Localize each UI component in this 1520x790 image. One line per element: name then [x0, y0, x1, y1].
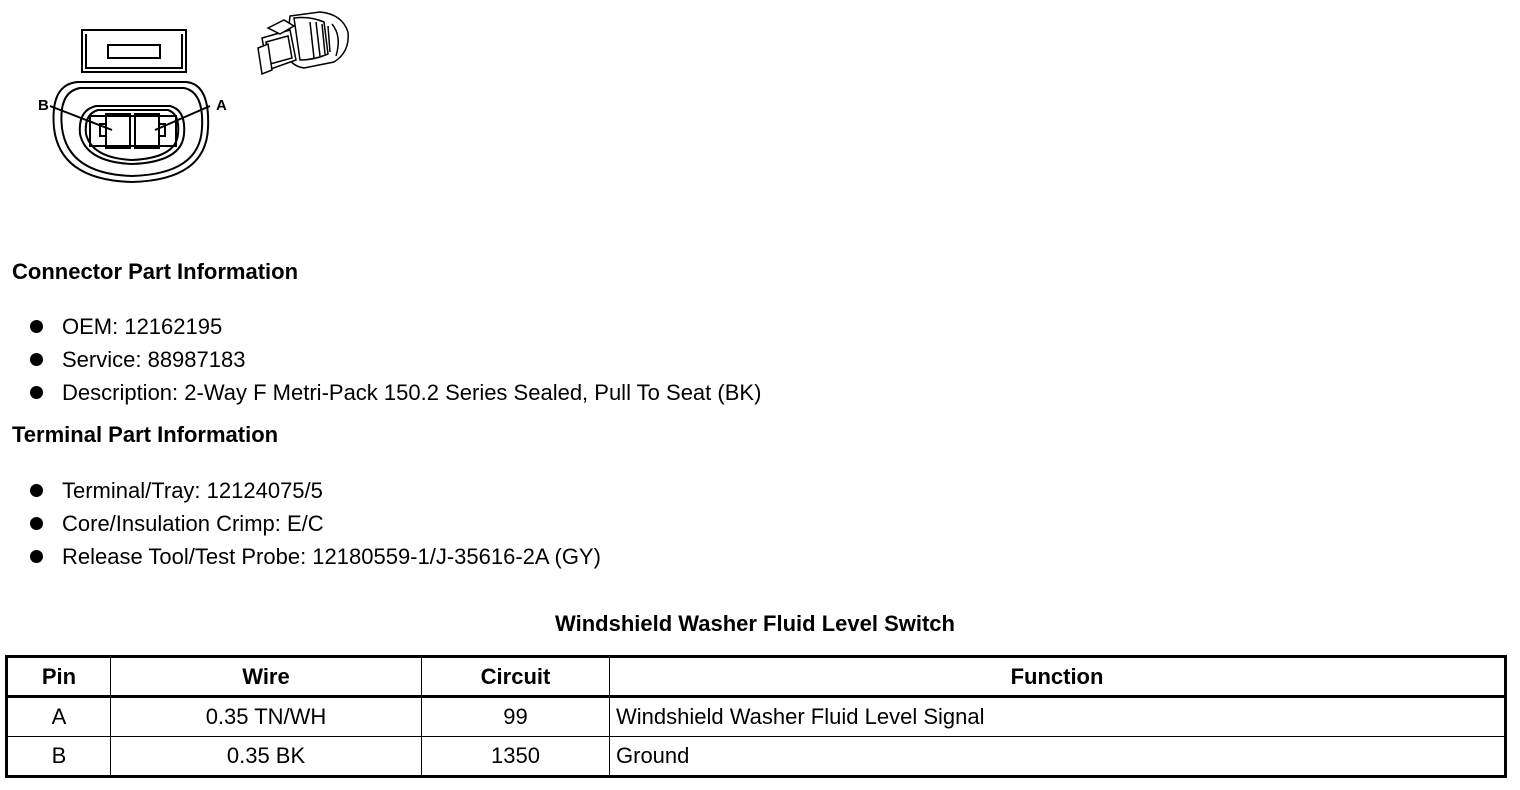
- list-item: [28, 507, 601, 540]
- oem-value: OEM: 12162195: [62, 314, 223, 339]
- release-tool-value: Release Tool/Test Probe: 12180559-1/J-35616-2A (GY): [62, 544, 601, 569]
- table-header-row: [7, 657, 1506, 697]
- connector-part-info-heading: Connector Part Information: [12, 259, 299, 284]
- circuit-cell: 1350: [422, 737, 610, 777]
- pin-cell: B: [7, 737, 111, 777]
- bullet-icon: [30, 353, 43, 366]
- connector-face-drawing: [20, 10, 227, 190]
- bullet-icon: [30, 386, 43, 399]
- crimp-value: Core/Insulation Crimp: E/C: [62, 511, 324, 536]
- list-item: [28, 343, 761, 376]
- pin-cell: A: [7, 697, 111, 737]
- description-value: Description: 2-Way F Metri-Pack 150.2 Series Sealed, Pull To Seat (BK): [62, 380, 762, 405]
- bullet-icon: [30, 320, 43, 333]
- column-header-wire: Wire: [111, 657, 422, 697]
- connector-part-info-list: [28, 310, 761, 409]
- column-header-circuit: Circuit: [422, 657, 610, 697]
- column-header-pin: Pin: [7, 657, 111, 697]
- wire-cell: 0.35 TN/WH: [111, 697, 422, 737]
- bullet-icon: [30, 484, 43, 497]
- wire-cell: 0.35 BK: [111, 737, 422, 777]
- terminal-part-info-heading: Terminal Part Information: [12, 422, 279, 447]
- list-item: [28, 474, 601, 507]
- table-row: [7, 737, 1506, 777]
- connector-3d-drawing: [250, 8, 360, 78]
- column-header-function: Function: [610, 657, 1506, 697]
- pin-b-label: B: [38, 97, 49, 114]
- table-title: Windshield Washer Fluid Level Switch: [555, 611, 955, 636]
- bullet-icon: [30, 550, 43, 563]
- terminal-tray-value: Terminal/Tray: 12124075/5: [62, 478, 323, 503]
- pin-a-label: A: [216, 97, 227, 114]
- bullet-icon: [30, 517, 43, 530]
- circuit-cell: 99: [422, 697, 610, 737]
- function-cell: Windshield Washer Fluid Level Signal: [610, 697, 1506, 737]
- function-cell: Ground: [610, 737, 1506, 777]
- list-item: [28, 376, 761, 409]
- table-row: [7, 697, 1506, 737]
- service-value: Service: 88987183: [62, 347, 246, 372]
- list-item: [28, 310, 761, 343]
- pinout-table: [5, 655, 1507, 778]
- list-item: [28, 540, 601, 573]
- terminal-part-info-list: [28, 474, 601, 573]
